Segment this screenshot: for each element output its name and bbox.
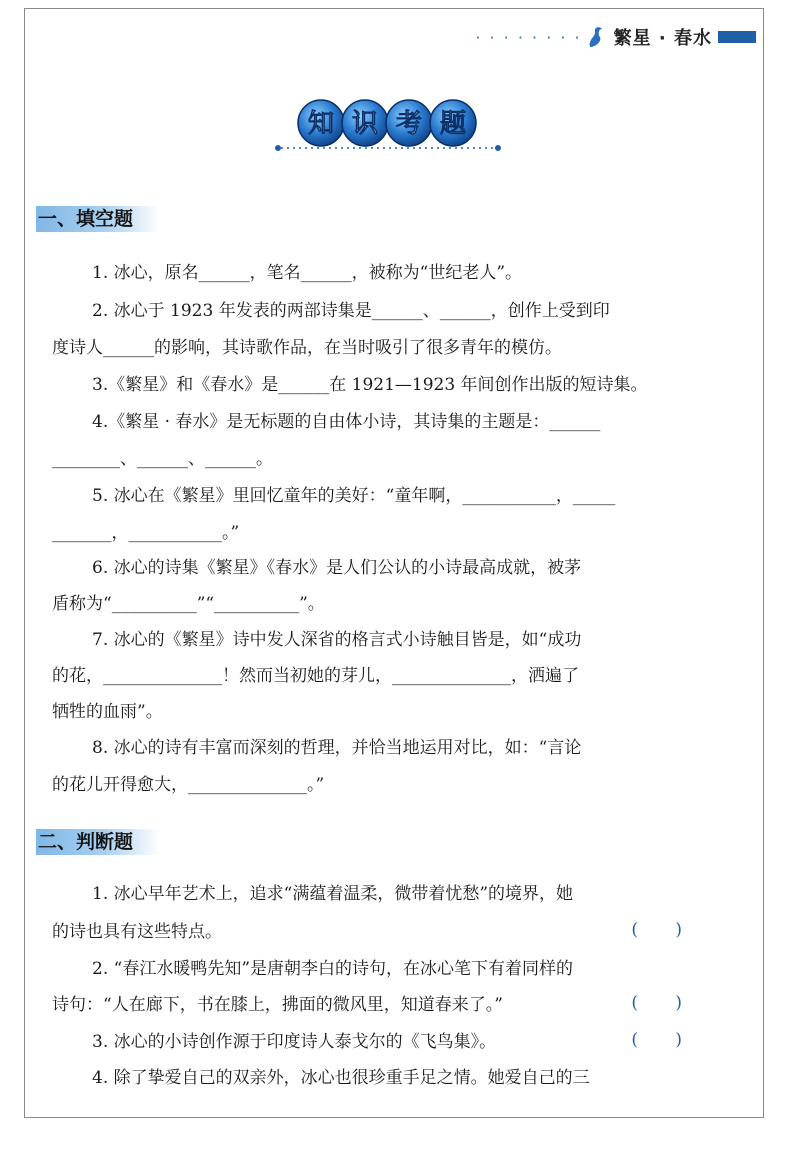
section-banner (275, 98, 501, 156)
section-heading-true-false (36, 829, 160, 855)
answer-parentheses[interactable]: ( ) (631, 920, 698, 940)
section-heading-text: 一、填空题 (38, 208, 134, 230)
question-line: 的花儿开得愈大，______________。” (52, 775, 325, 795)
question-line: ________、______、______。 (52, 449, 273, 469)
answer-parentheses[interactable]: ( ) (631, 993, 698, 1013)
question-line: 4. 除了挚爱自己的双亲外，冰心也很珍重手足之情。她爱自己的三 (92, 1068, 590, 1088)
question-line: 4.《繁星 · 春水》是无标题的自由体小诗，其诗集的主题是：______ (92, 412, 601, 432)
question-line: 的花，______________！然而当初她的芽儿，______________，洒遍了 (52, 666, 579, 686)
question-line: 2. “春江水暖鸭先知”是唐朝李白的诗句，在冰心笔下有着同样的 (92, 959, 574, 979)
question-line: 3. 冰心的小诗创作源于印度诗人泰戈尔的《飞鸟集》。 (92, 1032, 497, 1052)
section-heading-fill-blank (36, 206, 160, 232)
question-line: 1. 冰心早年艺术上，追求“满蕴着温柔，微带着忧愁”的境界，她 (92, 884, 574, 904)
book-title: 繁星 · 春水 (613, 28, 712, 49)
question-line: 7. 冰心的《繁星》诗中发人深省的格言式小诗触目皆是，如“成功 (92, 630, 582, 650)
banner-char-1: 知 (307, 109, 335, 139)
header-bar (718, 31, 756, 43)
question-line: 度诗人______的影响，其诗歌作品，在当时吸引了很多青年的模仿。 (52, 338, 562, 358)
header-dots: · · · · · · · · (475, 27, 582, 47)
question-line: 2. 冰心于 1923 年发表的两部诗集是______、______，创作上受到印 (92, 301, 610, 321)
banner-char-4: 题 (439, 109, 467, 139)
question-line: _______，___________。” (52, 523, 240, 543)
answer-parentheses[interactable]: ( ) (631, 1030, 698, 1050)
banner-char-2: 识 (351, 109, 379, 139)
question-line: 8. 冰心的诗有丰富而深刻的哲理，并恰当地运用对比，如：“言论 (92, 738, 582, 758)
section-heading-text: 二、判断题 (38, 831, 134, 853)
banner-char-3: 考 (395, 109, 423, 139)
running-header (475, 24, 756, 50)
question-line: 5. 冰心在《繁星》里回忆童年的美好：“童年啊，___________，_____ (92, 486, 616, 506)
question-line: 6. 冰心的诗集《繁星》《春水》是人们公认的小诗最高成就，被茅 (92, 558, 582, 578)
question-line: 1. 冰心，原名______，笔名______，被称为“世纪老人”。 (92, 263, 523, 283)
question-line: 3.《繁星》和《春水》是______在 1921—1923 年间创作出版的短诗集。 (92, 375, 648, 395)
question-line: 盾称为“__________”“__________”。 (52, 594, 325, 614)
swirl-icon (586, 25, 606, 49)
question-line: 诗句：“人在廊下，书在膝上，拂面的微风里，知道春来了。” (52, 995, 503, 1015)
question-line: 的诗也具有这些特点。 (52, 922, 222, 942)
question-line: 牺牲的血雨”。 (52, 702, 163, 722)
